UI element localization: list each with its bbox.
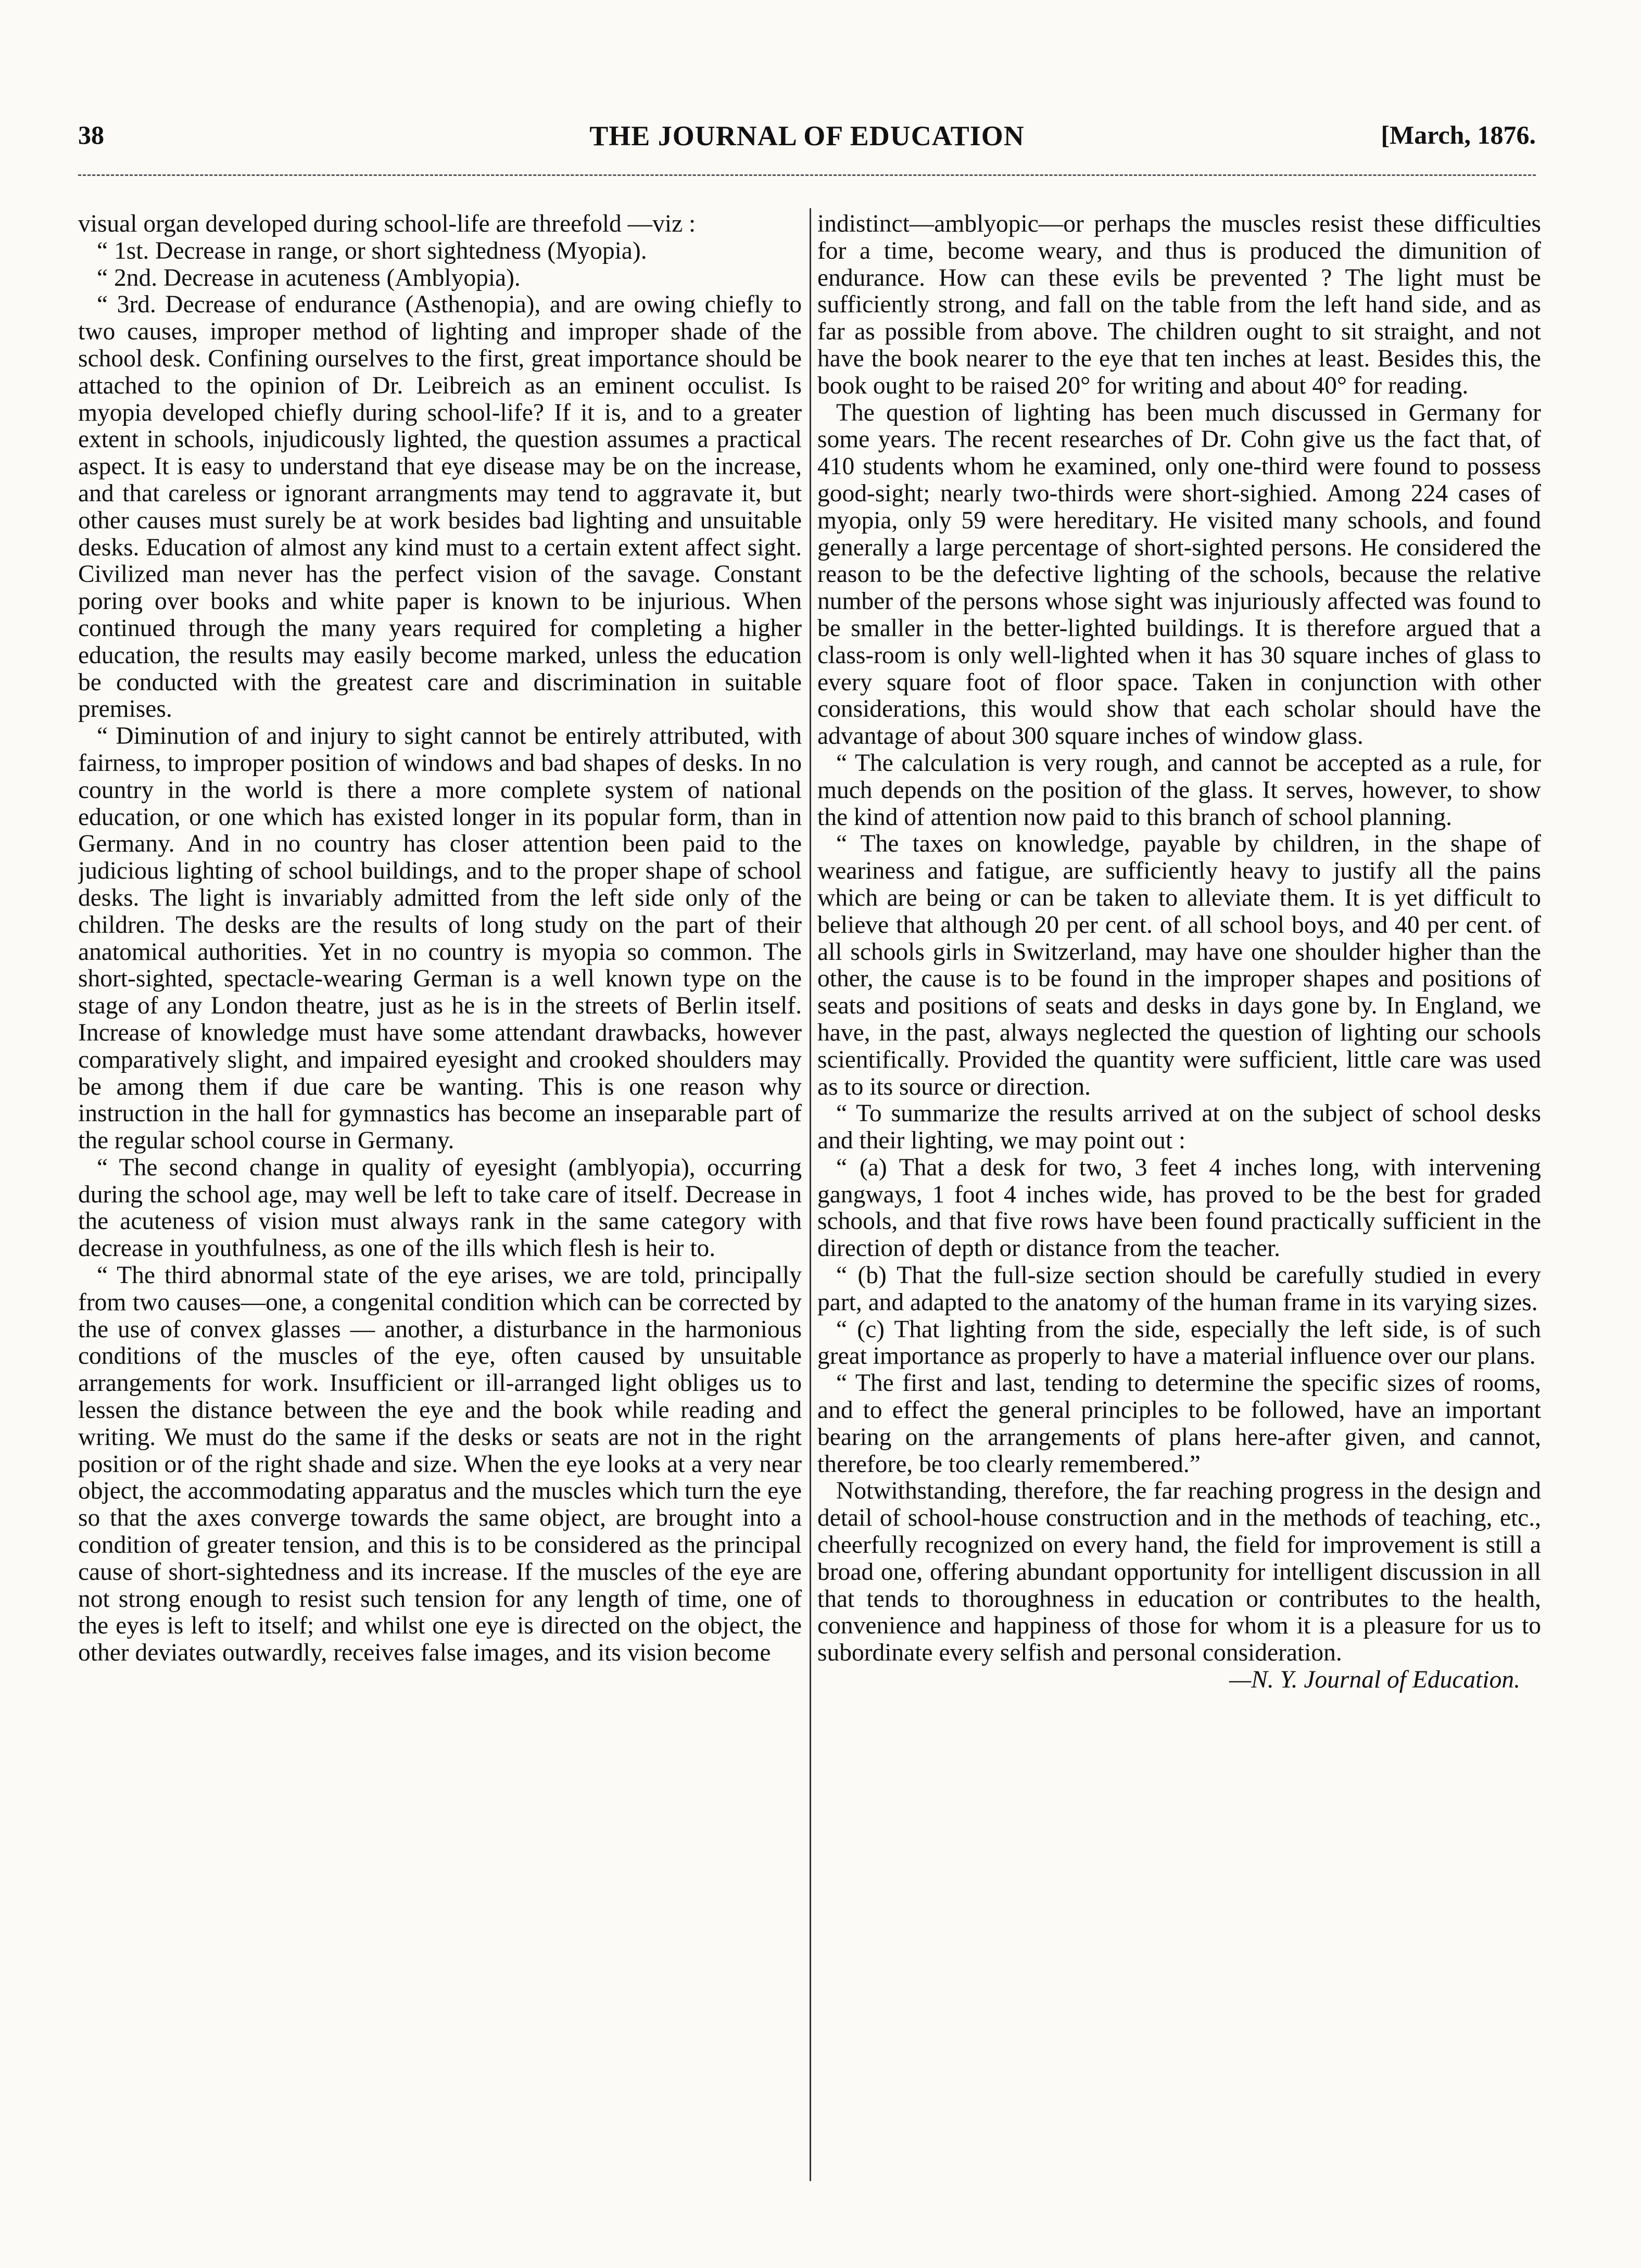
paragraph: The question of lighting has been much discussed in Germany for some years. The recent researches of Dr. Cohn give us the fact that, of 410 students whom he examined, only one-third were found to possess good-sight; nearly two-thirds were short-sighied. Among 224 cases of myopia, only 59 were hereditary. He visited many schools, and found generally a large percentage of short-sighted persons. He considered the reason to be the defective lighting of the schools, because the relative number of the persons whose sight was injuriously affected was found to be smaller in the better-lighted buildings. It is therefore argued that a class-room is only well-lighted when it has 30 square inches of glass to every square foot of floor space. Taken in conjunction with other considerations, this would show that each scholar should have the advantage of about 300 square inches of window glass.	[817, 399, 1541, 750]
paragraph: “ Diminution of and injury to sight cannot be entirely attributed, with fairness, to improper position of windows and bad shapes of desks. In no country in the world is there a more complete system of national education, or one which has existed longer in its popular form, than in Germany. And in no country has closer attention been paid to the judicious lighting of school buildings, and to the proper shape of school desks. The light is invariably admitted from the left side only of the children. The desks are the results of long study on the part of their anatomical authorities. Yet in no country is myopia so common. The short-sighted, spectacle-wearing German is a well known type on the stage of any London theatre, just as he is in the streets of Berlin itself. Increase of knowledge must have some attendant drawbacks, however comparatively slight, and impaired eyesight and crooked shoulders may be among them if due care be wanting. This is one reason why instruction in the hall for gymnastics has become an inseparable part of the regular school course in Germany.	[78, 723, 802, 1155]
paragraph: “ (b) That the full-size section should be carefully studied in every part, and adapted to the anatomy of the human frame in its varying sizes.	[817, 1262, 1541, 1316]
right-column	[817, 211, 1541, 2184]
paragraph: “ The third abnormal state of the eye arises, we are told, principally from two causes—one, a congenital condition which can be corrected by the use of convex glasses — another, a disturbance in the harmonious conditions of the muscles of the eye, often caused by unsuitable arrangements for work. Insufficient or ill-arranged light obliges us to lessen the distance between the eye and the book while reading and writing. We must do the same if the desks or seats are not in the right position or of the right shade and size. When the eye looks at a very near object, the accommodating apparatus and the muscles which turn the eye so that the axes converge towards the same object, are brought into a condition of greater tension, and this is to be considered as the principal cause of short-sightedness and its increase. If the muscles of the eye are not strong enough to resist such tension for any length of time, one of the eyes is left to itself; and whilst one eye is directed on the object, the other deviates outwardly, receives false images, and its vision become	[78, 1262, 802, 1667]
paragraph: “ The taxes on knowledge, payable by children, in the shape of weariness and fatigue, are sufficiently heavy to justify all the pains which are being or can be taken to alleviate them. It is yet difficult to believe that although 20 per cent. of all school boys, and 40 per cent. of all schools girls in Switzerland, may have one shoulder higher than the other, the cause is to be found in the improper shapes and positions of seats and positions of seats and desks in days gone by. In England, we have, in the past, always neglected the question of lighting our schools scientifically. Provided the quantity were sufficient, little care was used as to its source or direction.	[817, 830, 1541, 1100]
paragraph: visual organ developed during school-life are threefold —viz :	[78, 211, 696, 237]
paragraph: “ To summarize the results arrived at on the subject of school desks and their lighting, we may point out :	[817, 1100, 1541, 1155]
paragraph: “ 2nd. Decrease in acuteness (Amblyopia).	[97, 264, 521, 292]
paragraph: Notwithstanding, therefore, the far reaching progress in the design and detail of school-house construction and in the methods of teaching, etc., cheerfully recognized on every hand, the field for improvement is still a broad one, offering abundant opportunity for intelligent discussion in all that tends to thoroughness in education or contributes to the health, convenience and happiness of those for whom it is a pleasure for us to subordinate every selfish and personal consideration.	[817, 1477, 1541, 1667]
paragraph: “ (c) That lighting from the side, especially the left side, is of such great importance as properly to have a material influence over our plans.	[817, 1315, 1541, 1370]
paragraph: “ 3rd. Decrease of endurance (Asthenopia), and are owing chiefly to two causes, improper method of lighting and improper shade of the school desk. Confining ourselves to the first, great importance should be attached to the opinion of Dr. Leibreich as an eminent occulist. Is myopia developed chiefly during school-life? If it is, and to a greater extent in schools, injudicously lighted, the question assumes a practical aspect. It is easy to understand that eye disease may be on the increase, and that careless or ignorant arrangments may tend to aggravate it, but other causes must surely be at work besides bad lighting and unsuitable desks. Education of almost any kind must to a certain extent affect sight. Civilized man never has the perfect vision of the savage. Constant poring over books and white paper is known to be injurious. When continued through the many years required for completing a higher education, the results may easily become marked, unless the education be conducted with the greatest care and discrimination in suitable premises.	[78, 291, 802, 723]
paragraph: “ The first and last, tending to determine the specific sizes of rooms, and to effect the general principles to be followed, have an important bearing on the arrangements of plans here-after given, and cannot, therefore, be too clearly remembered.”	[817, 1370, 1541, 1478]
paragraph: “ 1st. Decrease in range, or short sightedness (Myopia).	[97, 237, 647, 264]
issue-date: [March, 1876.	[1381, 120, 1536, 149]
paragraph: “ (a) That a desk for two, 3 feet 4 inches long, with intervening gangways, 1 foot 4 inches wide, has proved to be the best for graded schools, and that five rows have been found practically sufficient in the direction of depth or distance from the teacher.	[817, 1154, 1541, 1262]
source-attribution: —N. Y. Journal of Education.	[1229, 1666, 1520, 1694]
column-divider	[810, 208, 811, 2181]
journal-title: THE JOURNAL OF EDUCATION	[589, 120, 1025, 151]
paragraph: indistinct—amblyopic—or perhaps the muscles resist these difficulties for a time, become weary, and thus is produced the dimunition of endurance. How can these evils be prevented ? The light must be sufficiently strong, and fall on the table from the left hand side, and as far as possible from above. The children ought to sit straight, and not have the book nearer to the eye that ten inches at least. Besides this, the book ought to be raised 20° for writing and about 40° for reading.	[817, 211, 1541, 399]
paragraph: “ The calculation is very rough, and cannot be accepted as a rule, for much depends on the position of the glass. It serves, however, to show the kind of attention now paid to this branch of school planning.	[817, 749, 1541, 831]
left-column	[78, 211, 802, 2184]
paragraph: “ The second change in quality of eyesight (amblyopia), occurring during the school age, may well be left to take care of itself. Decrease in the acuteness of vision must always rank in the same category with decrease in youthfulness, as one of the ills which flesh is heir to.	[78, 1154, 802, 1262]
header-rule	[78, 174, 1536, 176]
page-number: 38	[78, 120, 104, 149]
page-header	[78, 120, 1536, 161]
